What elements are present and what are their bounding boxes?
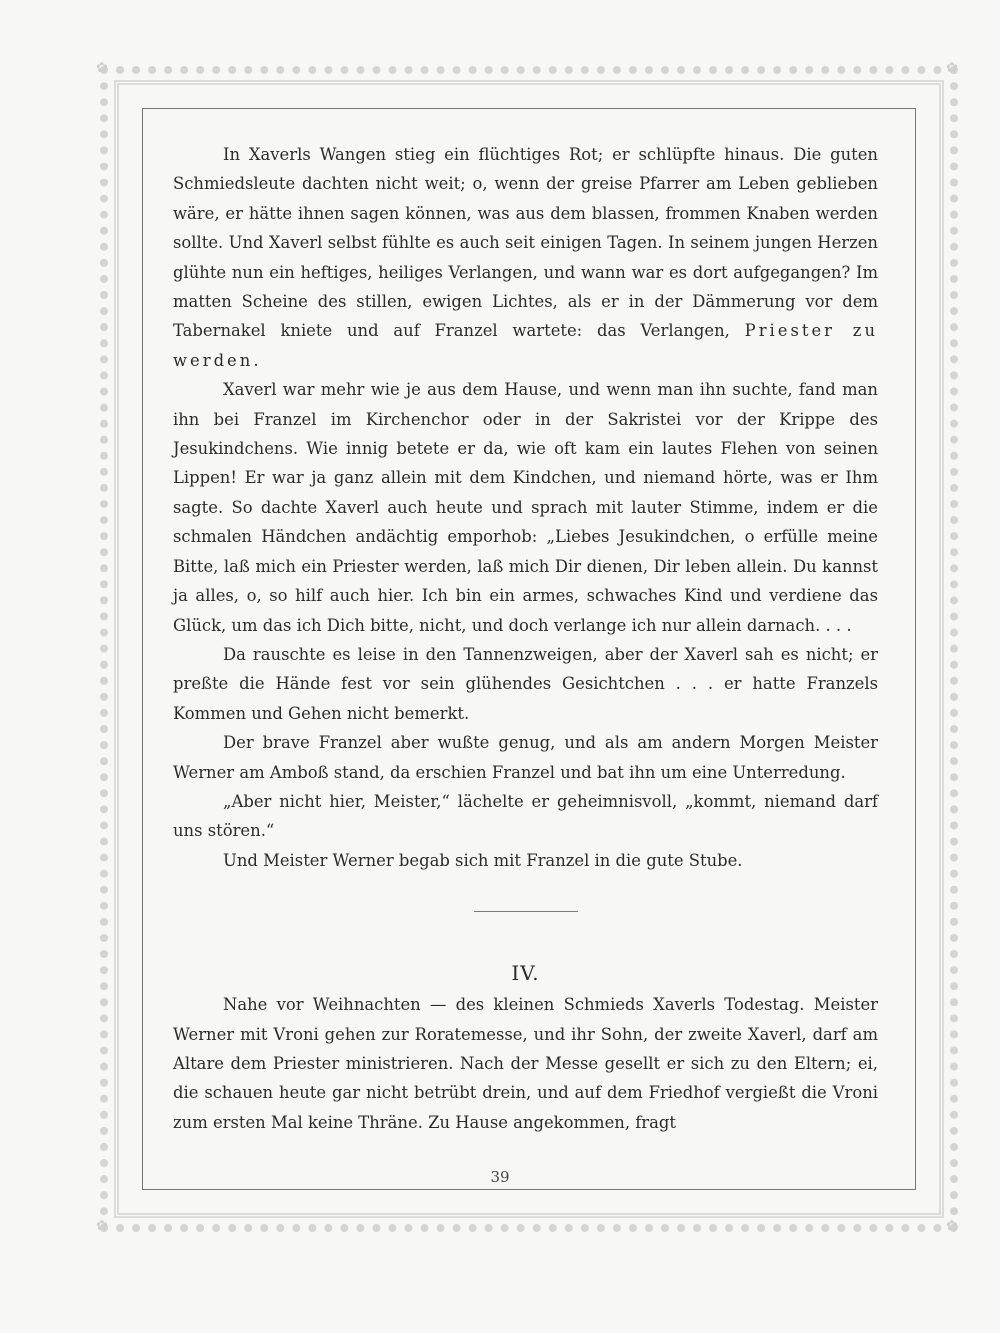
section-heading: IV. bbox=[511, 961, 540, 986]
paragraph: Nahe vor Weihnachten — des kleinen Schmieds Xaverls Todestag. Meister Werner mit Vroni gehen zur Roratemesse, und ihr Sohn, der zweite Xaverl, darf am Altare dem Priester ministrieren. Nach der Messe gesellt er sich zu den Eltern; ei, die schauen heute gar nicht betrübt drein, und auf dem Friedhof vergießt die Vroni zum ersten Mal keine Thräne. Zu Hause angekommen, fragt bbox=[173, 995, 878, 1132]
paragraph: „Aber nicht hier, Meister,“ lächelte er geheimnisvoll, „kommt, niemand darf uns stören.“ bbox=[173, 791, 878, 841]
corner-ornament-icon: ✿ bbox=[96, 60, 108, 76]
corner-ornament-icon: ✿ bbox=[946, 60, 958, 76]
paragraph bbox=[173, 140, 878, 375]
section-divider bbox=[474, 911, 578, 912]
paragraph: Und Meister Werner begab sich mit Franzel in die gute Stube. bbox=[223, 850, 743, 870]
corner-ornament-icon: ✿ bbox=[96, 1218, 108, 1234]
spaced-emphasis: Priester zu werden. bbox=[173, 321, 878, 370]
page-number: 39 bbox=[490, 1168, 510, 1186]
paragraph: Xaverl war mehr wie je aus dem Hause, und wenn man ihn suchte, fand man ihn bei Franzel im Kirchenchor oder in der Sakristei vor der Krippe des Jesukindchens. Wie innig betete er da, wie oft kam ein lautes Flehen von seinen Lippen! Er war ja ganz allein mit dem Kindchen, und niemand hörte, was er Ihm sagte. So dachte Xaverl auch heute und sprach mit lauter Stimme, indem er die schmalen Händchen andächtig emporhob: „Liebes Jesukindchen, o erfülle meine Bitte, laß mich ein Priester werden, laß mich Dir dienen, Dir leben allein. Du kannst ja alles, o, so hilf auch hier. Ich bin ein armes, schwaches Kind und verdiene das Glück, um das ich Dich bitte, nicht, und doch verlange ich nur allein darnach. . . . bbox=[173, 380, 878, 635]
paragraph: Da rauschte es leise in den Tannenzweigen, aber der Xaverl sah es nicht; er preßte die Hände fest vor sein glühendes Gesichtchen . . . er hatte Franzels Kommen und Gehen nicht bemerkt. bbox=[173, 644, 878, 723]
paragraph: Der brave Franzel aber wußte genug, und als am andern Morgen Meister Werner am Amboß stand, da erschien Franzel und bat ihn um eine Unterredung. bbox=[173, 733, 878, 782]
page-body bbox=[173, 140, 878, 1137]
paragraph-text: In Xaverls Wangen stieg ein flüchtiges Rot; er schlüpfte hinaus. Die guten Schmiedsleute dachten nicht weit; o, wenn der greise Pfarrer am Leben geblieben wäre, er hätte ihnen sagen können, was aus dem blassen, frommen Knaben werden sollte. Und Xaverl selbst fühlte es auch seit einigen Tagen. In seinem jungen Herzen glühte nun ein heftiges, heiliges Verlangen, und wann war es dort aufgegangen? Im matten Scheine des stillen, ewigen Lichtes, als er in der Dämmerung vor dem Tabernakel kniete und auf Franzel wartete: das Verlangen, bbox=[173, 145, 878, 341]
corner-ornament-icon: ✿ bbox=[946, 1218, 958, 1234]
